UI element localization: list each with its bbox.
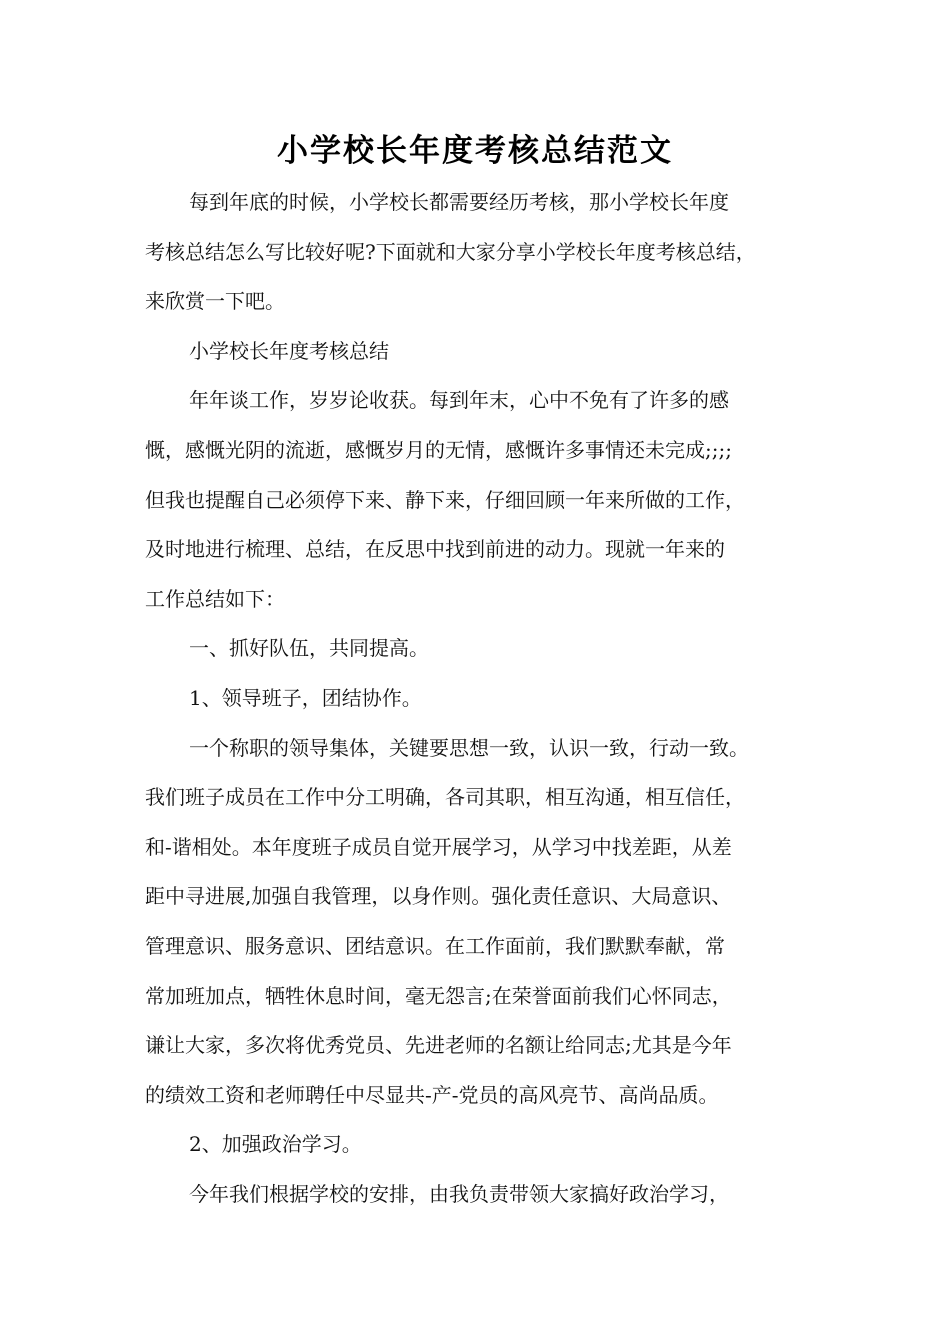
text-line: 工作总结如下： (145, 586, 285, 611)
text-line: 距中寻进展,加强自我管理，以身作则。强化责任意识、大局意识、 (145, 884, 732, 909)
text-line: 管理意识、服务意识、团结意识。在工作面前，我们默默奉献，常 (145, 933, 725, 958)
text-line: 1、领导班子，团结协作。 (189, 685, 422, 710)
text-line: 谦让大家，多次将优秀党员、先进老师的名额让给同志;尤其是今年 (145, 1033, 732, 1058)
text-line: 及时地进行梳理、总结，在反思中找到前进的动力。现就一年来的 (145, 537, 725, 562)
text-line: 来欣赏一下吧。 (145, 289, 285, 314)
section-heading-1 (145, 624, 817, 674)
document-body (145, 178, 817, 1219)
subsection-heading-2 (145, 1120, 817, 1170)
text-line: 常加班加点，牺牲休息时间，毫无怨言;在荣誉面前我们心怀同志， (145, 983, 732, 1008)
text-line: 每到年底的时候，小学校长都需要经历考核，那小学校长年度 (189, 190, 729, 214)
text-line: 我们班子成员在工作中分工明确，各司其职，相互沟通，相互信任， (145, 785, 745, 810)
paragraph-leadership (145, 724, 817, 1121)
text-line: 慨，感慨光阴的流逝，感慨岁月的无情，感慨许多事情还未完成;;;; (145, 437, 732, 462)
paragraph-political-study (145, 1170, 817, 1220)
subsection-heading-1 (145, 674, 817, 724)
text-line: 考核总结怎么写比较好呢?下面就和大家分享小学校长年度考核总结， (145, 239, 756, 264)
text-line: 小学校长年度考核总结 (189, 338, 389, 363)
text-line: 2、加强政治学习。 (189, 1132, 362, 1157)
paragraph-intro (145, 178, 817, 327)
text-line: 一、抓好队伍，共同提高。 (189, 636, 429, 661)
document-title: 小学校长年度考核总结范文 (277, 133, 673, 169)
paragraph-subtitle (145, 327, 817, 377)
text-line: 今年我们根据学校的安排，由我负责带领大家搞好政治学习， (189, 1181, 729, 1206)
text-line: 和-谐相处。本年度班子成员自觉开展学习，从学习中找差距，从差 (145, 834, 732, 859)
text-line: 年年谈工作，岁岁论收获。每到年末，心中不免有了许多的感 (189, 388, 729, 413)
text-line: 一个称职的领导集体，关键要思想一致，认识一致，行动一致。 (189, 735, 749, 760)
text-line: 但我也提醒自己必须停下来、静下来，仔细回顾一年来所做的工作， (145, 487, 745, 512)
text-line: 的绩效工资和老师聘任中尽显共-产-党员的高风亮节、高尚品质。 (145, 1082, 719, 1107)
paragraph-reflection (145, 376, 817, 624)
